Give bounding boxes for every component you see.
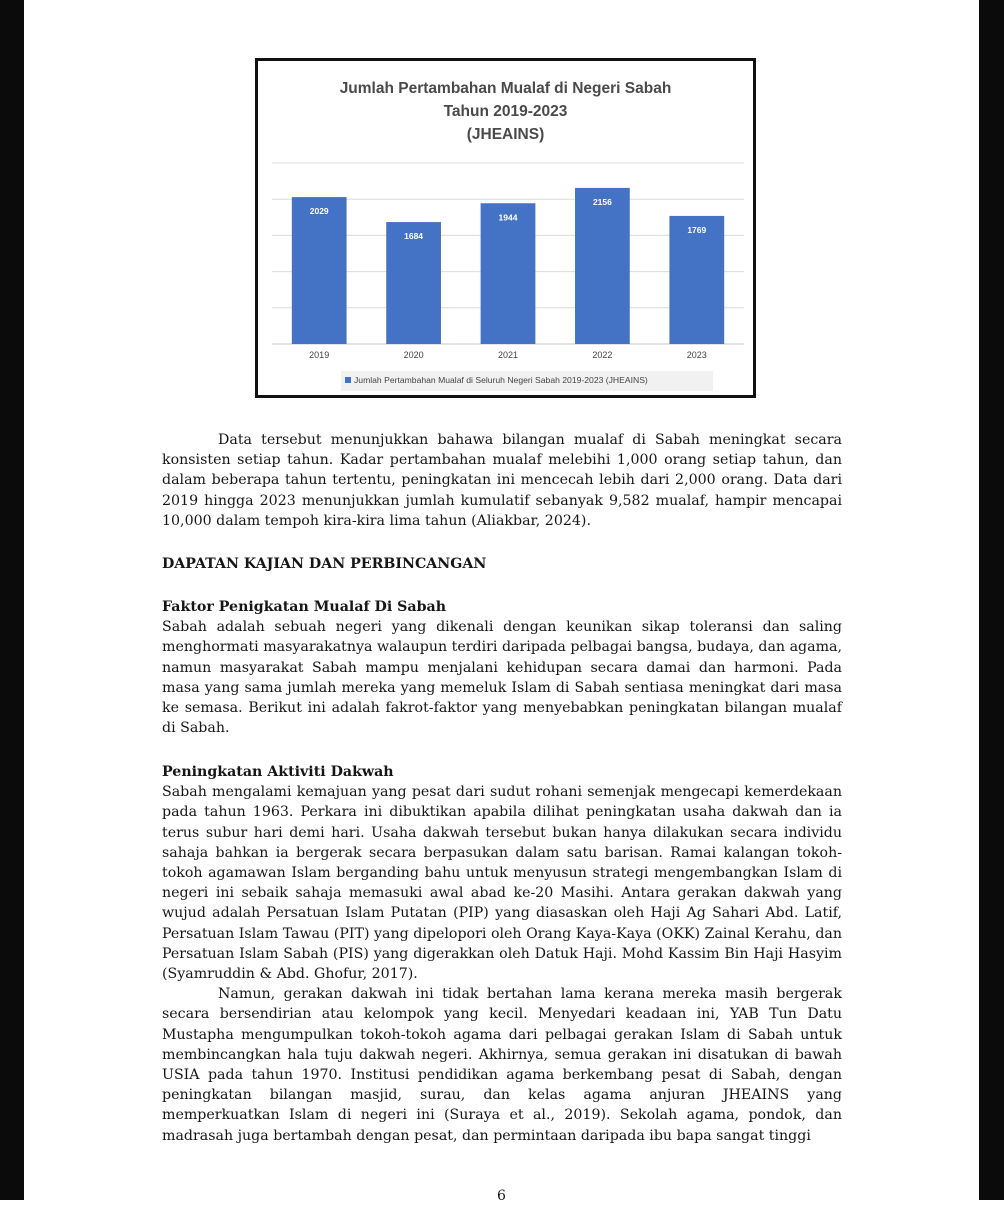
x-tick-label-2019: 2019 bbox=[309, 350, 330, 360]
bar-chart bbox=[258, 61, 753, 395]
data-label-2023: 1769 bbox=[687, 224, 707, 235]
chart-title-line-1: Jumlah Pertambahan Mualaf di Negeri Sabah bbox=[339, 80, 672, 97]
section-dakwah bbox=[162, 762, 842, 1146]
chart-legend bbox=[341, 371, 713, 391]
x-tick-label-2023: 2023 bbox=[686, 350, 707, 360]
chart-title-line-2: Tahun 2019-2023 bbox=[443, 103, 568, 120]
paragraph-faktor: Sabah adalah sebuah negeri yang dikenali dengan keunikan sikap toleransi dan saling menghormati masyarakatnya walaupun terdiri daripada pelbagai bangsa, budaya, dan agama, namun masyarakat Sabah mampu menjalani kehidupan secara damai dan harmoni. Pada masa yang sama jumlah mereka yang memeluk Islam di Sabah sentiasa meningkat dari masa ke semasa. Berikut ini adalah fakrot-faktor yang menyebabkan peningkatan bilangan mualaf di Sabah. bbox=[162, 619, 842, 737]
chart-figure bbox=[255, 58, 756, 398]
page-number: 6 bbox=[497, 1188, 506, 1204]
paragraph-data-summary bbox=[162, 430, 842, 531]
x-tick-label-2020: 2020 bbox=[403, 350, 424, 360]
section-faktor bbox=[162, 597, 842, 738]
legend-label: Jumlah Pertambahan Mualaf di Seluruh Negeri Sabah 2019-2023 (JHEAINS) bbox=[354, 375, 648, 385]
paragraph-1: Data tersebut menunjukkan bahawa bilangan mualaf di Sabah meningkat secara konsisten setiap tahun. Kadar pertambahan mualaf melebihi 1,000 orang setiap tahun, dan dalam beberapa tahun tertentu, peningkatan ini mencecah lebih dari 2,000 orang. Data dari 2019 hingga 2023 menunjukkan jumlah kumulatif sebanyak 9,582 mualaf, hampir mencapai 10,000 dalam tempoh kira-kira lima tahun (Aliakbar, 2024). bbox=[162, 432, 842, 529]
legend-swatch bbox=[345, 377, 351, 383]
subheading-dakwah: Peningkatan Aktiviti Dakwah bbox=[162, 764, 394, 780]
x-tick-label-2021: 2021 bbox=[497, 350, 519, 360]
bar-2022 bbox=[575, 188, 630, 344]
data-label-2022: 2156 bbox=[592, 196, 612, 207]
left-dark-border bbox=[0, 0, 24, 1200]
bar-2019 bbox=[292, 197, 347, 344]
data-label-2019: 2029 bbox=[309, 206, 329, 217]
paragraph-dakwah-1: Sabah mengalami kemajuan yang pesat dari sudut rohani semenjak mengecapi kemerdekaan pada tahun 1963. Perkara ini dibuktikan apabila dilihat peningkatan usaha dakwah dan ia terus subur hari demi hari. Usaha dakwah tersebut bukan hanya dilakukan secara individu sahaja bahkan ia bergerak secara berpasukan dalam satu barisan. Ramai kalangan tokoh-tokoh agamawan Islam berganding bahu untuk menyusun strategi mengembangkan Islam di negeri ini sebaik sahaja memasuki awal abad ke-20 Masihi. Antara gerakan dakwah yang wujud adalah Persatuan Islam Putatan (PIP) yang diasaskan oleh Haji Ag Sahari Abd. Latif, Persatuan Islam Tawau (PIT) yang dipelopori oleh Orang Kaya-Kaya (OKK) Zainal Kerahu, dan Persatuan Islam Sabah (PIS) yang digerakkan oleh Datuk Haji. Mohd Kassim Bin Haji Hasyim (Syamruddin & Abd. Ghofur, 2017). bbox=[162, 784, 842, 983]
data-label-2021: 1944 bbox=[498, 212, 518, 223]
paragraph-dakwah-2: Namun, gerakan dakwah ini tidak bertahan lama kerana mereka masih bergerak secara bersendirian atau kelompok yang kecil. Menyedari keadaan ini, YAB Tun Datu Mustapha mengumpulkan tokoh-tokoh agama dari pelbagai gerakan Islam di Sabah untuk membincangkan hala tuju dakwah negeri. Akhirnya, semua gerakan ini disatukan di bawah USIA pada tahun 1970. Institusi pendidikan agama berkembang pesat di Sabah, dengan peningkatan bilangan masjid, surau, dan kelas agama anjuran JHEAINS yang memperkuatkan Islam di negeri ini (Suraya et al., 2019). Sekolah agama, pondok, dan madrasah juga bertambah dengan pesat, dan permintaan daripada ibu bapa sangat tinggi bbox=[162, 986, 842, 1144]
bar-2023 bbox=[669, 216, 724, 344]
right-dark-border bbox=[979, 0, 1004, 1200]
data-label-2020: 1684 bbox=[404, 231, 424, 242]
chart-title-line-3: (JHEAINS) bbox=[466, 126, 545, 143]
x-tick-label-2022: 2022 bbox=[592, 350, 613, 360]
bar-2021 bbox=[481, 203, 536, 344]
section-heading-dapatan: DAPATAN KAJIAN DAN PERBINCANGAN bbox=[162, 556, 487, 572]
subheading-faktor: Faktor Penigkatan Mualaf Di Sabah bbox=[162, 599, 447, 615]
